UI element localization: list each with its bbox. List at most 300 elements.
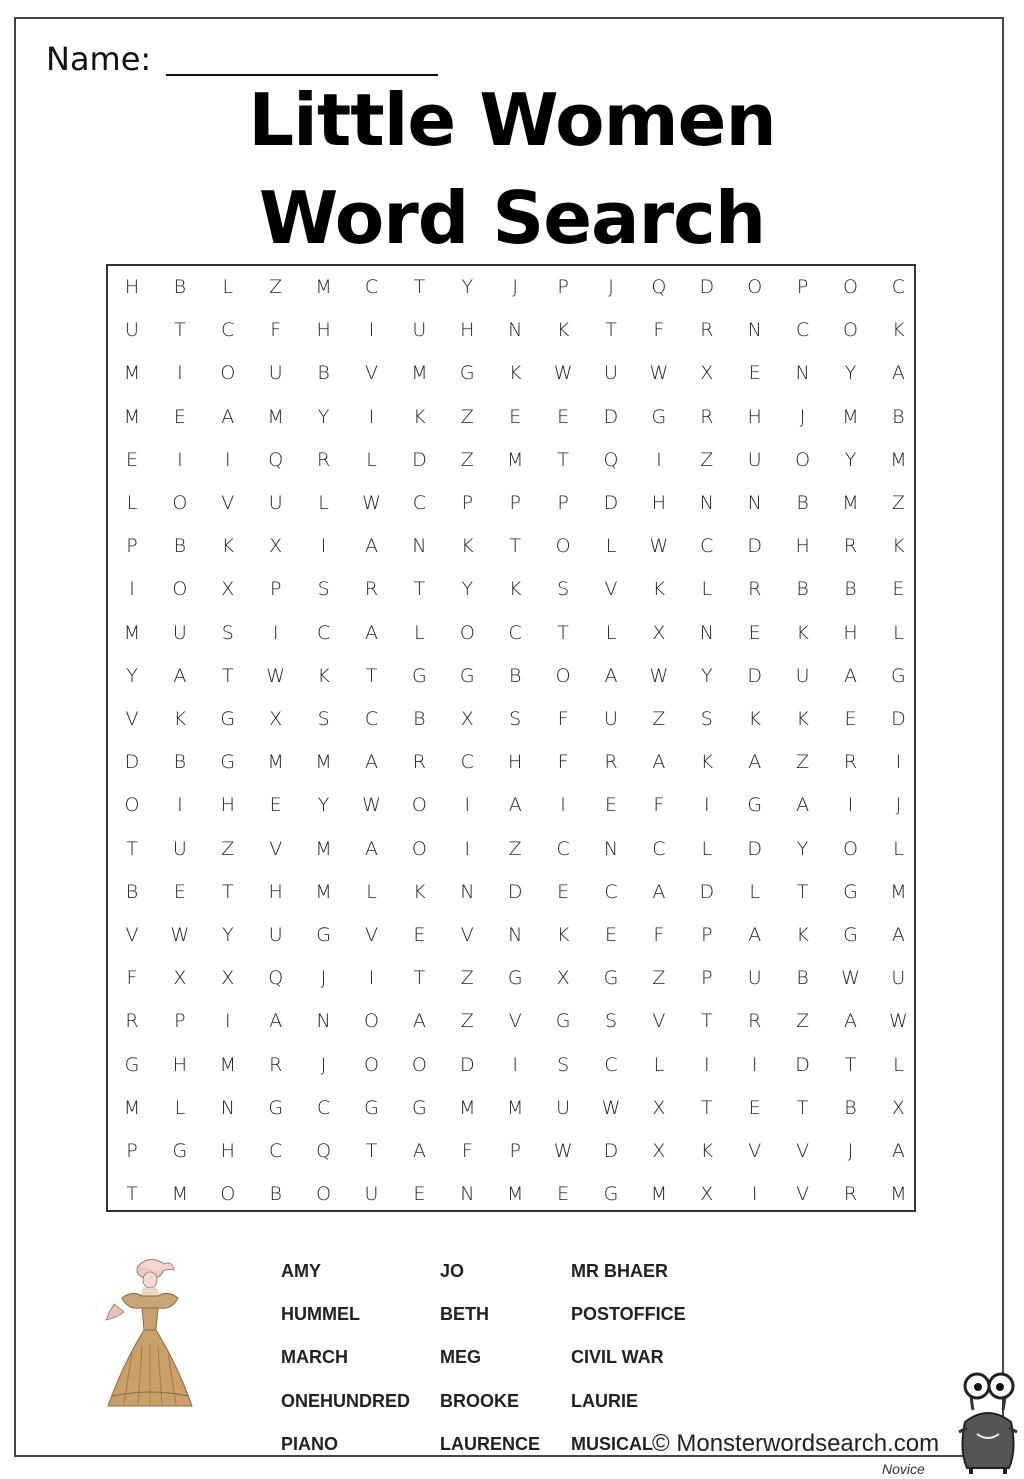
title-line-2: Word Search xyxy=(258,176,766,260)
grid-letter: E xyxy=(748,1096,761,1119)
grid-letter: K xyxy=(700,1140,714,1162)
grid-letter: L xyxy=(366,448,377,471)
grid-letter: L xyxy=(174,1096,186,1119)
grid-letter: O xyxy=(411,837,427,860)
grid-letter: U xyxy=(747,448,762,471)
grid-letter: V xyxy=(460,924,474,946)
grid-letter: O xyxy=(843,319,858,342)
grid-letter: P xyxy=(174,1010,186,1033)
grid-letter: C xyxy=(556,837,570,860)
grid-letter: M xyxy=(267,751,284,774)
grid-letter: D xyxy=(795,1053,810,1076)
grid-letter: H xyxy=(220,1140,235,1162)
grid-letter: E xyxy=(413,1183,426,1206)
grid-letter: X xyxy=(700,362,714,385)
grid-letter: M xyxy=(842,492,859,514)
grid-letter: O xyxy=(843,276,858,298)
grid-letter: G xyxy=(412,664,427,687)
grid-letter: R xyxy=(843,751,858,774)
word-list-item: AMY xyxy=(281,1261,321,1281)
grid-letter: Q xyxy=(316,1140,332,1162)
grid-letter: I xyxy=(656,448,662,471)
grid-letter: B xyxy=(413,708,426,730)
grid-letter: B xyxy=(317,362,330,385)
grid-letter: I xyxy=(177,794,183,817)
grid-letter: E xyxy=(748,621,761,644)
grid-letter: V xyxy=(748,1140,762,1162)
grid-letter: L xyxy=(414,621,425,644)
grid-letter: M xyxy=(315,880,332,903)
grid-letter: A xyxy=(891,924,905,946)
grid-letter: G xyxy=(555,1010,571,1033)
grid-letter: T xyxy=(413,967,426,990)
grid-letter: M xyxy=(650,1183,668,1206)
grid-letter: H xyxy=(508,751,523,774)
grid-letter: P xyxy=(126,535,138,558)
grid-letter: Z xyxy=(269,276,283,298)
grid-letter: U xyxy=(125,319,139,342)
grid-letter: J xyxy=(847,1140,854,1162)
site-credit: © Monsterwordsearch.com xyxy=(652,1430,940,1457)
word-list-item: MARCH xyxy=(281,1347,348,1368)
grid-letter: W xyxy=(649,362,669,385)
grid-letter: I xyxy=(177,362,183,385)
grid-letter: U xyxy=(364,1183,379,1206)
grid-letter: Z xyxy=(508,837,522,860)
grid-letter: H xyxy=(460,319,475,342)
grid-letter: V xyxy=(508,1010,522,1033)
grid-letter: K xyxy=(221,535,235,558)
grid-letter: T xyxy=(557,448,569,471)
grid-letter: Z xyxy=(652,708,666,730)
grid-letter: Z xyxy=(891,492,905,514)
grid-letter: O xyxy=(747,276,763,298)
grid-letter: S xyxy=(317,578,330,601)
grid-letter: I xyxy=(847,794,854,817)
grid-letter: M xyxy=(411,362,428,385)
grid-letter: N xyxy=(603,837,619,860)
grid-letter: Z xyxy=(652,967,666,990)
grid-letter: R xyxy=(748,578,762,601)
grid-letter: G xyxy=(507,967,523,990)
grid-letter: C xyxy=(221,319,235,342)
grid-letter: A xyxy=(844,664,857,687)
grid-letter: J xyxy=(608,276,614,298)
grid-letter: A xyxy=(844,1010,857,1033)
grid-letter: O xyxy=(124,794,140,817)
grid-letter: I xyxy=(368,967,375,990)
grid-letter: N xyxy=(699,492,714,514)
difficulty-level: Novice xyxy=(882,1461,925,1477)
grid-letter: I xyxy=(751,1053,758,1076)
grid-letter: A xyxy=(652,751,666,774)
grid-letter: L xyxy=(222,276,234,298)
grid-letter: G xyxy=(412,1096,427,1119)
grid-letter: Y xyxy=(126,664,138,687)
grid-letter: D xyxy=(603,492,619,514)
grid-letter: L xyxy=(893,837,904,860)
grid-letter: P xyxy=(269,578,282,601)
grid-letter: T xyxy=(365,664,378,687)
grid-letter: Y xyxy=(461,578,474,601)
grid-letter: G xyxy=(220,708,236,730)
grid-letter: Z xyxy=(460,405,474,428)
grid-letter: U xyxy=(891,967,906,990)
grid-letter: D xyxy=(507,880,523,903)
grid-letter: W xyxy=(170,924,190,946)
grid-letter: T xyxy=(605,319,617,342)
grid-letter: O xyxy=(172,492,188,514)
grid-letter: V xyxy=(125,924,139,946)
grid-letter: G xyxy=(651,405,667,428)
grid-letter: R xyxy=(843,1183,858,1206)
grid-letter: I xyxy=(177,448,183,471)
grid-letter: V xyxy=(269,837,283,860)
grid-letter: X xyxy=(652,621,666,644)
grid-letter: D xyxy=(124,751,140,774)
grid-letter: X xyxy=(652,1140,666,1162)
grid-letter: I xyxy=(368,405,375,428)
grid-letter: V xyxy=(796,1183,810,1206)
grid-letter: F xyxy=(557,708,569,730)
grid-letter: U xyxy=(268,924,283,946)
grid-letter: S xyxy=(700,708,713,730)
grid-letter: I xyxy=(368,319,375,342)
grid-letter: K xyxy=(173,708,187,730)
grid-letter: W xyxy=(888,1010,908,1033)
grid-letter: Z xyxy=(460,1010,474,1033)
grid-letter: N xyxy=(220,1096,235,1119)
grid-letter: I xyxy=(224,448,231,471)
grid-letter: I xyxy=(703,1053,710,1076)
grid-letter: W xyxy=(362,492,381,514)
grid-letter: J xyxy=(895,794,902,817)
word-list-item: ONEHUNDRED xyxy=(281,1390,411,1411)
grid-letter: T xyxy=(221,880,234,903)
grid-letter: E xyxy=(748,362,761,385)
word-list-item: PIANO xyxy=(281,1433,339,1454)
grid-letter: R xyxy=(843,535,858,558)
grid-letter: O xyxy=(364,1010,379,1033)
grid-letter: V xyxy=(796,1140,810,1162)
grid-letter: E xyxy=(509,405,522,428)
grid-letter: K xyxy=(461,535,474,558)
grid-letter: T xyxy=(221,664,234,687)
grid-letter: P xyxy=(557,492,569,514)
grid-letter: M xyxy=(267,405,284,428)
grid-letter: K xyxy=(892,319,905,342)
grid-letter: V xyxy=(365,362,378,385)
word-list-item: LAURENCE xyxy=(440,1433,541,1454)
grid-letter: O xyxy=(411,794,427,817)
grid-letter: U xyxy=(747,967,762,990)
grid-letter: W xyxy=(553,362,573,385)
grid-letter: Y xyxy=(700,664,713,687)
grid-letter: U xyxy=(795,664,810,687)
grid-letter: R xyxy=(748,1010,762,1033)
grid-letter: X xyxy=(556,967,570,990)
grid-letter: L xyxy=(701,837,713,860)
grid-letter: N xyxy=(460,880,475,903)
grid-letter: M xyxy=(171,1183,189,1206)
grid-letter: K xyxy=(413,880,426,903)
grid-letter: A xyxy=(365,621,378,644)
grid-letter: T xyxy=(126,1183,138,1206)
grid-letter: M xyxy=(123,405,141,428)
grid-letter: B xyxy=(844,578,857,601)
grid-letter: T xyxy=(700,1010,713,1033)
grid-letter: T xyxy=(796,1096,809,1119)
grid-letter: P xyxy=(557,276,569,298)
grid-letter: J xyxy=(320,967,327,990)
grid-letter: B xyxy=(508,664,522,687)
grid-letter: X xyxy=(700,1183,714,1206)
grid-letter: C xyxy=(269,1140,283,1162)
grid-letter: Y xyxy=(844,448,857,471)
word-list-item: HUMMEL xyxy=(281,1304,360,1325)
grid-letter: N xyxy=(316,1010,331,1033)
grid-letter: J xyxy=(799,405,806,428)
grid-letter: C xyxy=(316,1096,331,1119)
grid-letter: V xyxy=(652,1010,666,1033)
grid-letter: V xyxy=(604,578,618,601)
word-list-item: MR BHAER xyxy=(571,1261,668,1281)
grid-letter: K xyxy=(413,405,426,428)
grid-letter: I xyxy=(751,1183,758,1206)
grid-letter: W xyxy=(841,967,860,990)
grid-letter: G xyxy=(843,880,858,903)
grid-letter: N xyxy=(412,535,427,558)
grid-letter: I xyxy=(512,1053,518,1076)
word-list-item: POSTOFFICE xyxy=(571,1304,686,1325)
grid-letter: J xyxy=(320,1053,327,1076)
grid-letter: O xyxy=(411,1053,427,1076)
grid-letter: E xyxy=(844,708,857,730)
grid-letter: C xyxy=(460,751,474,774)
grid-letter: X xyxy=(221,578,235,601)
grid-letter: O xyxy=(555,535,571,558)
grid-letter: C xyxy=(604,880,618,903)
grid-letter: D xyxy=(412,448,427,471)
grid-letter: M xyxy=(506,448,524,471)
word-list-item: BROOKE xyxy=(440,1390,520,1411)
grid-letter: Z xyxy=(796,1010,810,1033)
grid-letter: B xyxy=(173,535,187,558)
grid-letter: J xyxy=(512,276,518,298)
grid-letter: T xyxy=(126,837,138,860)
grid-letter: O xyxy=(172,578,188,601)
grid-letter: B xyxy=(173,276,187,298)
grid-letter: G xyxy=(459,362,475,385)
grid-letter: N xyxy=(460,1183,475,1206)
grid-letter: C xyxy=(604,1053,618,1076)
grid-letter: E xyxy=(604,924,617,946)
grid-letter: A xyxy=(365,535,378,558)
grid-letter: P xyxy=(509,492,521,514)
grid-letter: C xyxy=(412,492,427,514)
grid-letter: K xyxy=(796,708,809,730)
grid-letter: U xyxy=(604,362,618,385)
grid-letter: A xyxy=(365,837,378,860)
grid-letter: F xyxy=(461,1140,473,1162)
grid-letter: K xyxy=(317,664,330,687)
grid-letter: Y xyxy=(461,276,474,298)
grid-letter: L xyxy=(653,1053,665,1076)
grid-letter: C xyxy=(891,276,906,298)
grid-letter: G xyxy=(603,967,619,990)
grid-letter: L xyxy=(366,880,377,903)
grid-letter: X xyxy=(460,708,474,730)
grid-letter: G xyxy=(124,1053,140,1076)
grid-letter: M xyxy=(506,1096,524,1119)
grid-letter: B xyxy=(796,578,809,601)
grid-letter: M xyxy=(506,1183,524,1206)
grid-letter: M xyxy=(315,837,332,860)
grid-letter: A xyxy=(891,1140,905,1162)
grid-letter: G xyxy=(459,664,475,687)
grid-letter: K xyxy=(508,578,522,601)
grid-letter: Z xyxy=(796,751,810,774)
grid-letter: N xyxy=(508,924,523,946)
grid-letter: C xyxy=(508,621,522,644)
title-line-1: Little Women xyxy=(248,78,776,162)
grid-letter: T xyxy=(509,535,521,558)
grid-letter: G xyxy=(364,1096,379,1119)
grid-letter: E xyxy=(413,924,426,946)
grid-letter: L xyxy=(126,492,138,514)
grid-letter: B xyxy=(269,1183,282,1206)
grid-letter: N xyxy=(747,319,762,342)
grid-letter: F xyxy=(653,924,665,946)
grid-letter: I xyxy=(464,837,471,860)
grid-letter: I xyxy=(895,751,902,774)
grid-letter: X xyxy=(269,708,283,730)
grid-letter: D xyxy=(891,708,906,730)
grid-letter: N xyxy=(699,621,714,644)
grid-letter: K xyxy=(556,924,570,946)
grid-letter: I xyxy=(560,794,566,817)
grid-letter: M xyxy=(459,1096,476,1119)
grid-letter: F xyxy=(270,319,282,342)
grid-letter: W xyxy=(601,1096,621,1119)
grid-letter: T xyxy=(174,319,186,342)
grid-letter: L xyxy=(749,880,760,903)
grid-letter: S xyxy=(557,1053,570,1076)
grid-letter: S xyxy=(317,708,330,730)
grid-letter: G xyxy=(172,1140,188,1162)
grid-letter: K xyxy=(508,362,522,385)
grid-letter: F xyxy=(126,967,138,990)
grid-letter: U xyxy=(412,319,427,342)
name-label: Name: xyxy=(46,40,152,78)
word-list-item: BETH xyxy=(440,1304,489,1325)
grid-letter: U xyxy=(172,837,187,860)
grid-letter: O xyxy=(843,837,858,860)
grid-letter: E xyxy=(173,405,186,428)
grid-letter: N xyxy=(508,319,523,342)
grid-letter: R xyxy=(604,751,618,774)
grid-letter: R xyxy=(269,1053,283,1076)
grid-letter: O xyxy=(364,1053,379,1076)
grid-letter: E xyxy=(557,1183,570,1206)
grid-letter: X xyxy=(269,535,283,558)
grid-letter: X xyxy=(221,967,235,990)
grid-letter: A xyxy=(365,751,378,774)
grid-letter: X xyxy=(652,1096,666,1119)
grid-letter: M xyxy=(890,880,907,903)
grid-letter: S xyxy=(557,578,570,601)
grid-letter: X xyxy=(173,967,187,990)
grid-letter: A xyxy=(748,924,762,946)
grid-letter: E xyxy=(892,578,905,601)
grid-letter: L xyxy=(318,492,329,514)
grid-letter: T xyxy=(413,578,426,601)
monster-mascot-icon xyxy=(955,1370,1021,1476)
grid-letter: H xyxy=(220,794,235,817)
grid-letter: T xyxy=(844,1053,857,1076)
grid-letter: B xyxy=(796,492,809,514)
grid-letter: Z xyxy=(460,967,474,990)
grid-letter: G xyxy=(747,794,763,817)
grid-letter: H xyxy=(795,535,810,558)
grid-letter: F xyxy=(557,751,569,774)
grid-letter: A xyxy=(748,751,762,774)
grid-letter: W xyxy=(649,664,669,687)
grid-letter: A xyxy=(412,1140,426,1162)
grid-letter: T xyxy=(557,621,569,644)
grid-letter: Y xyxy=(317,405,330,428)
grid-letter: Y xyxy=(317,794,330,817)
grid-letter: R xyxy=(412,751,426,774)
grid-letter: E xyxy=(173,880,186,903)
grid-letter: A xyxy=(652,880,666,903)
grid-letter: T xyxy=(700,1096,713,1119)
grid-letter: D xyxy=(459,1053,475,1076)
grid-letter: M xyxy=(123,1096,141,1119)
grid-letter: G xyxy=(268,1096,284,1119)
word-list-item: MEG xyxy=(440,1347,482,1368)
grid-letter: W xyxy=(266,664,286,687)
grid-letter: U xyxy=(268,492,283,514)
grid-letter: D xyxy=(603,405,619,428)
grid-letter: I xyxy=(272,621,279,644)
grid-letter: R xyxy=(700,405,714,428)
grid-letter: B xyxy=(892,405,905,428)
grid-letter: A xyxy=(604,664,618,687)
grid-letter: L xyxy=(701,578,713,601)
grid-letter: R xyxy=(125,1010,139,1033)
word-list-item: JO xyxy=(440,1261,465,1281)
grid-letter: S xyxy=(509,708,522,730)
grid-letter: M xyxy=(315,751,332,774)
grid-letter: C xyxy=(364,708,379,730)
grid-letter: I xyxy=(464,794,471,817)
grid-letter: O xyxy=(316,1183,332,1206)
grid-letter: L xyxy=(893,1053,904,1076)
grid-letter: V xyxy=(221,492,235,514)
grid-letter: I xyxy=(320,535,327,558)
grid-letter: B xyxy=(125,880,139,903)
grid-letter: M xyxy=(842,405,859,428)
grid-letter: A xyxy=(508,794,522,817)
grid-letter: M xyxy=(890,448,907,471)
grid-letter: L xyxy=(893,621,904,644)
grid-letter: Y xyxy=(796,837,809,860)
grid-letter: O xyxy=(220,362,236,385)
grid-letter: C xyxy=(700,535,714,558)
grid-letter: K xyxy=(796,621,809,644)
grid-letter: H xyxy=(172,1053,188,1076)
